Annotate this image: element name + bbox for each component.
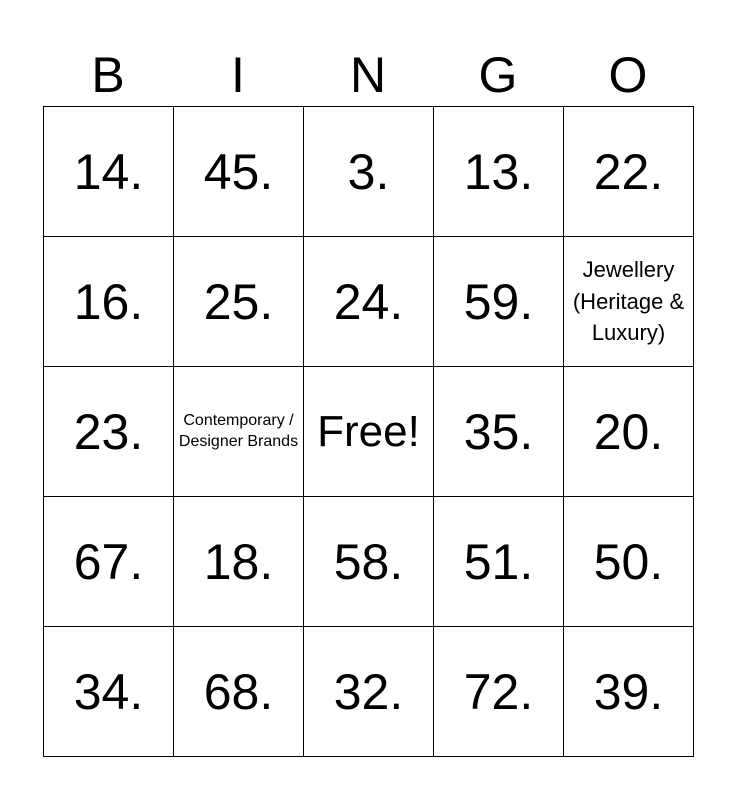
bingo-cell[interactable]: 72. — [434, 627, 564, 757]
bingo-board — [43, 106, 694, 757]
bingo-cell[interactable]: 25. — [174, 237, 304, 367]
bingo-cell[interactable]: 16. — [44, 237, 174, 367]
bingo-cell[interactable]: 23. — [44, 367, 174, 497]
bingo-cell[interactable]: 68. — [174, 627, 304, 757]
bingo-cell[interactable]: Contemporary / Designer Brands — [174, 367, 304, 497]
bingo-cell[interactable]: 59. — [434, 237, 564, 367]
header-letter-i: I — [231, 47, 245, 103]
bingo-cell[interactable]: 3. — [304, 107, 434, 237]
bingo-cell[interactable]: 18. — [174, 497, 304, 627]
header-letter-n: N — [349, 47, 387, 103]
free-space-cell[interactable]: Free! — [304, 367, 434, 497]
header-letter-o: O — [608, 47, 648, 103]
bingo-cell[interactable]: 67. — [44, 497, 174, 627]
bingo-cell[interactable]: 24. — [304, 237, 434, 367]
bingo-cell[interactable]: 14. — [44, 107, 174, 237]
bingo-cell[interactable]: 22. — [564, 107, 694, 237]
bingo-cell[interactable]: Jewellery (Heritage & Luxury) — [564, 237, 694, 367]
bingo-cell[interactable]: 20. — [564, 367, 694, 497]
bingo-header — [43, 44, 693, 106]
bingo-cell[interactable]: 39. — [564, 627, 694, 757]
bingo-cell[interactable]: 32. — [304, 627, 434, 757]
bingo-cell[interactable]: 50. — [564, 497, 694, 627]
bingo-cell[interactable]: 35. — [434, 367, 564, 497]
bingo-cell[interactable]: 34. — [44, 627, 174, 757]
bingo-cell[interactable]: 51. — [434, 497, 564, 627]
header-letter-g: G — [478, 47, 518, 103]
bingo-cell[interactable]: 45. — [174, 107, 304, 237]
bingo-cell[interactable]: 13. — [434, 107, 564, 237]
bingo-cell[interactable]: 58. — [304, 497, 434, 627]
header-letter-b: B — [91, 47, 125, 103]
